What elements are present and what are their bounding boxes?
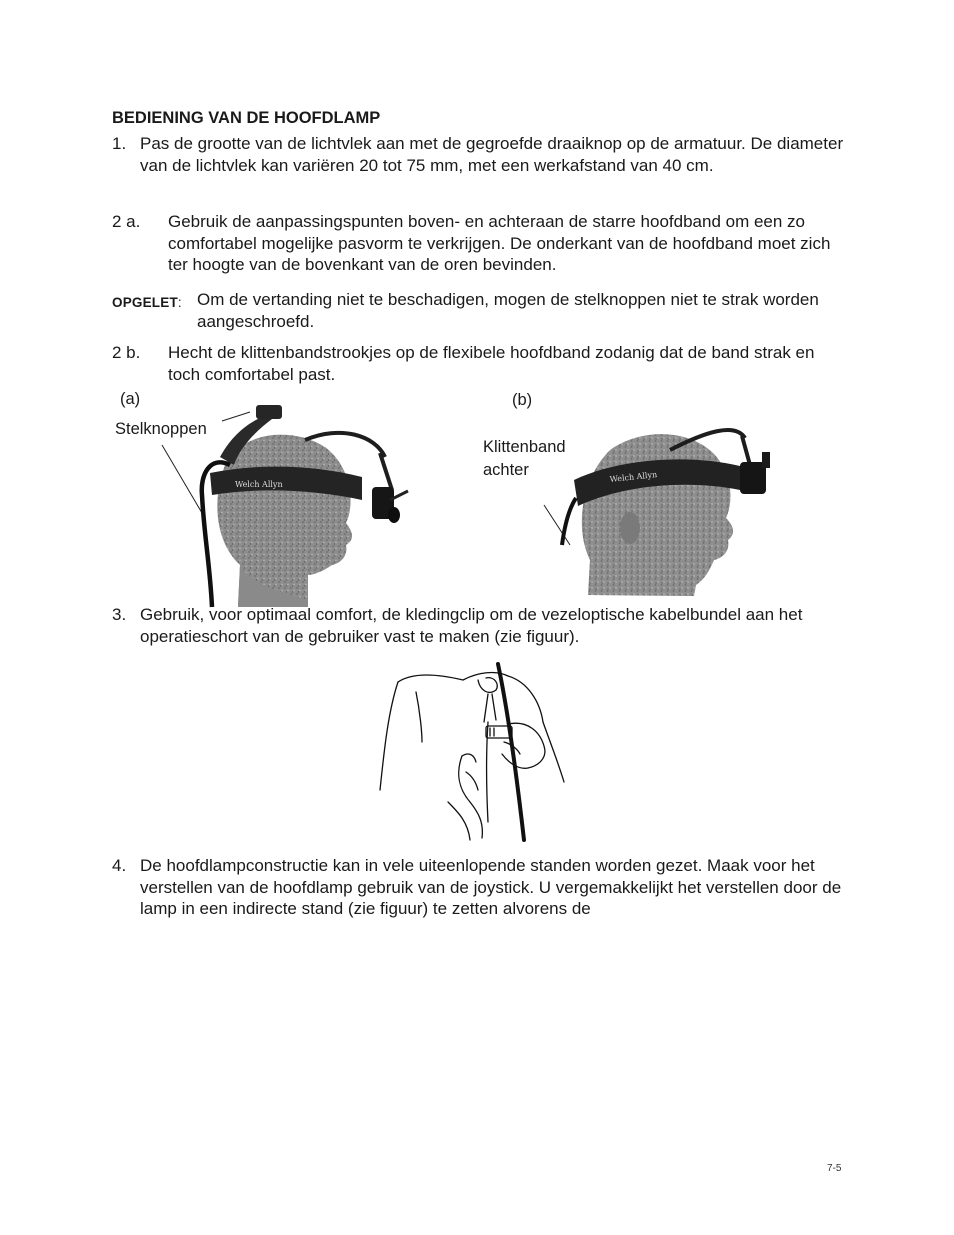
section-heading: BEDIENING VAN DE HOOFDLAMP xyxy=(112,109,381,127)
step-2a-number: 2 a. xyxy=(112,212,141,231)
clothing-clip-drawing xyxy=(378,662,578,842)
step-4-text: De hoofdlampconstructie kan in vele uiteenlopende standen worden gezet. Maak voor het verstellen van de hoofdlamp gebruik van de joystick. U vergemakkelijkt het verstellen door de lamp in een indirecte stand (zie figuur) te zetten alvorens de xyxy=(140,856,842,918)
figure-b-callout-line1: Klittenband xyxy=(483,438,566,456)
step-1-text: Pas de grootte van de lichtvlek aan met de gegroefde draaiknop op de armatuur. De diameter van de lichtvlek kan variëren 20 tot 75 mm, met een werkafstand van 40 cm. xyxy=(140,134,844,175)
step-3-number: 3. xyxy=(112,605,127,624)
step-2b-text: Hecht de klittenbandstrookjes op de flexibele hoofdband zodanig dat de band strak en toch comfortabel past. xyxy=(168,343,815,384)
step-4-number: 4. xyxy=(112,856,127,875)
page-number: 7-5 xyxy=(827,1163,842,1174)
step-2a-text: Gebruik de aanpassingspunten boven- en achteraan de starre hoofdband om een zo comfortabel mogelijke pasvorm te verkrijgen. De onderkant van de hoofdband moet zich ter hoogte van de bovenkant van de oren bevinden. xyxy=(168,212,831,274)
caution-text: Om de vertanding niet te beschadigen, mogen de stelknoppen niet te strak worden aangeschroefd. xyxy=(197,290,819,331)
figure-a-headlamp-photo xyxy=(140,395,430,610)
headband-logo-b: Welch Allyn xyxy=(609,470,658,484)
figure-a-callout: Stelknoppen xyxy=(115,420,207,438)
headband-logo-a: Welch Allyn xyxy=(235,480,283,489)
figure-b-callout-line2: achter xyxy=(483,461,529,479)
step-3-text: Gebruik, voor optimaal comfort, de kledingclip om de vezeloptische kabelbundel aan het operatieschort van de gebruiker vast te maken (zie figuur). xyxy=(140,605,803,646)
figure-b-tag: (b) xyxy=(512,391,533,409)
figure-a-tag: (a) xyxy=(120,390,141,408)
step-2b-number: 2 b. xyxy=(112,343,141,362)
caution-label: OPGELET: xyxy=(112,295,182,310)
step-1-number: 1. xyxy=(112,134,127,153)
figure-b-headlamp-photo xyxy=(540,410,800,600)
